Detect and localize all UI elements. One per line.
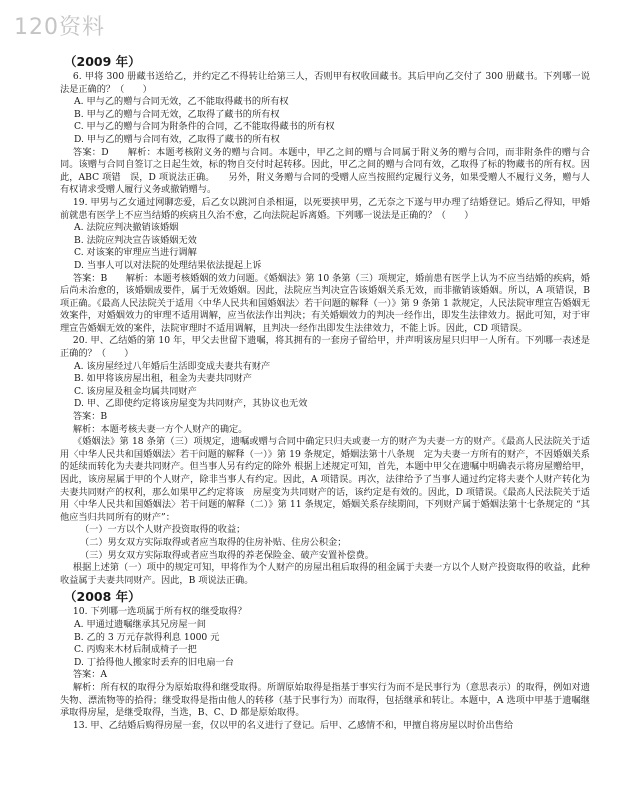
option-a: A. 甲通过遗嘱继承其兄房屋一间 [74, 618, 206, 630]
option-c: C. 对该案的审理应当进行调解 [74, 247, 197, 259]
option-a: A. 法院应判决撤销该婚姻 [74, 222, 179, 234]
option-c: C. 甲与乙的赠与合同为附条件的合同，乙不能取得藏书的所有权 [74, 121, 335, 133]
question-stem: 20. 甲、乙结婚的第 10 年，甲父去世留下遗嘱，将其拥有的一套房子留给甲，并声明该房屋只归甲一人所有。下列哪一表述是正确的？（ ） [60, 335, 590, 360]
question-20 [60, 335, 590, 587]
question-stem: 19. 甲男与乙女通过网聊恋爱，后乙女以跳河自杀相逼，以死要挟甲男，乙无奈之下遂与甲办理了结婚登记。婚后乙得知，甲婚前就患有医学上不应当结婚的疾病且久治不愈，乙向法院起诉离婚。下列哪一说法是正确的？（ ） [60, 196, 590, 221]
answer-analysis: 答案：D 解析：本题考核附义务的赠与合同。本题中，甲乙之间的赠与合同属于附义务的赠与合同，而非附条件的赠与合同。该赠与合同自签订之日起生效，标的物自交付时起转移。因此，甲乙之间的赠与合同有效，乙取得了标的物藏书的所有权。因此，ABC 项错 误，D 项说法正确。 另外，附义务赠与合同的受赠人应当按照约定履行义务，如果受赠人不履行义务，赠与人有权请求受赠人履行义务或撤销赠与。 [60, 146, 590, 196]
option-d: D. 甲与乙的赠与合同有效，乙取得了藏书的所有权 [74, 133, 280, 145]
list-item: （一）一方以个人财产投资取得的收益； [80, 524, 246, 536]
option-b: B. 乙的 3 万元存款得利息 1000 元 [74, 631, 220, 643]
option-b: B. 如甲将该房屋出租，租金为夫妻共同财产 [74, 373, 252, 385]
analysis-conclusion: 根据上述第（一）项中的规定可知，甲将作为个人财产的房屋出租后取得的租金属于夫妻一方以个人财产投资取得的收益，此种收益属于夫妻共同财产。因此，B 项说法正确。 [60, 562, 590, 586]
question-13 [60, 720, 590, 733]
list-item: （二）男女双方实际取得或者应当取得的住房补贴、住房公积金； [80, 536, 347, 548]
option-d: D. 甲、乙即使约定将该房屋变为共同财产，其协议也无效 [74, 398, 308, 410]
question-19 [60, 197, 590, 336]
answer-analysis: 答案：B 解析：本题考核婚姻的效力问题。《婚姻法》第 10 条第（三）项规定，婚前患有医学上认为不应当结婚的疾病，婚后尚未治愈的，该婚姻成要件，属于无效婚姻。因此，法院应当判决宣告该婚姻关系无效，而非撤销该婚姻。所以，A 项错误，B 项正确。《最高人民法院关于适用〈中华人民共和国婚姻法〉若干问题的解释（一）》第 9 条第 1 款规定，人民法院审理宣告婚姻无效案件，对婚姻效力的审理不适用调解，应当依法作出判决；有关婚姻效力的判决一经作出，即发生法律效力。据此可知，对于审理宣告婚姻无效的案件，法院审理时不适用调解，且判决一经作出即发生法律效力，不能上诉。因此，CD 项错误。 [60, 272, 590, 334]
answer-analysis: 《婚姻法》第 18 条第（三）项规定，遗嘱或赠与合同中确定只归夫或妻一方的财产为夫妻一方的财产。《最高人民法院关于适用〈中华人民共和国婚姻法〉若干问题的解释（一）》第 19 条规定，婚姻法第十八条规 定为夫妻一方所有的财产，不因婚姻关系的延续而转化为夫妻共同财产。但当事人另有约定的除外 根据上述规定可知，首先，本题中甲父在遗嘱中明确表示将房屋赠给甲，因此，该房屋属于甲的个人财产，除非当事人有约定。因此，A 项错误。再次，法律给予了当事人通过约定将夫妻个人财产转化为夫妻共同财产的权利，那么如果甲乙约定将该 房屋变为共同财产的话，该约定是有效的。因此，D 项错误。《最高人民法院关于适用〈中华人民共和国婚姻法〉若干问题的解释（二）》第 11 条规定，婚姻关系存续期间，下列财产属于婚姻法第十七条规定的 “其他应当归共同所有的财产”： [60, 436, 590, 523]
document-body [60, 52, 590, 732]
analysis-intro: 解析：本题考核夫妻一方个人财产的确定。 [72, 423, 248, 435]
list-item: （三）男女双方实际取得或者应当取得的养老保险金、破产安置补偿费。 [80, 549, 374, 561]
option-c: C. 丙购来木材后制成椅子一把 [74, 644, 197, 656]
option-a: A. 甲与乙的赠与合同无效，乙不能取得藏书的所有权 [74, 96, 289, 108]
answer-label: 答案：B [72, 411, 108, 423]
year-heading-2009: （2009 年） [64, 54, 141, 69]
question-10 [60, 606, 590, 719]
year-heading-2008: （2008 年） [64, 589, 141, 605]
option-d: D. 当事人可以对法院的处理结果依法提起上诉 [74, 259, 262, 271]
option-b: B. 法院应判决宣告该婚姻无效 [74, 234, 197, 246]
question-stem: 10. 下列哪一选项属于所有权的继受取得？ [72, 606, 247, 618]
answer-label: 答案：A [72, 669, 108, 681]
answer-analysis: 解析：所有权的取得分为原始取得和继受取得。所谓原始取得是指基于事实行为而不是民事行为（意思表示）的取得，例如对遗失物、漂流物等的拾得；继受取得是指由他人的转移（基于民事行为）而取得，包括继承和转让。本题中，A 选项中甲基于遗嘱继承取得房屋，是继受取得，当选，B、C、D 都是原始取得。 [60, 681, 590, 719]
watermark-logo: 120资料 [14, 15, 105, 40]
option-b: B. 甲与乙的赠与合同无效，乙取得了藏书的所有权 [74, 108, 280, 120]
question-stem: 13. 甲、乙结婚后购得房屋一套，仅以甲的名义进行了登记。后甲、乙感情不和，甲擅自将房屋以时价出售给 [72, 719, 514, 731]
option-c: C. 该房屋及租金均属共同财产 [74, 385, 197, 397]
option-a: A. 该房屋经过八年婚后生活即变成夫妻共有财产 [74, 360, 271, 372]
option-d: D. 丁拾得他人搬家时丢弃的旧电扇一台 [74, 656, 234, 668]
question-6 [60, 71, 590, 197]
question-stem: 6. 甲将 300 册藏书送给乙，并约定乙不得转让给第三人，否则甲有权收回藏书。其后甲向乙交付了 300 册藏书。下列哪一说法是正确的？（ ） [60, 71, 590, 95]
